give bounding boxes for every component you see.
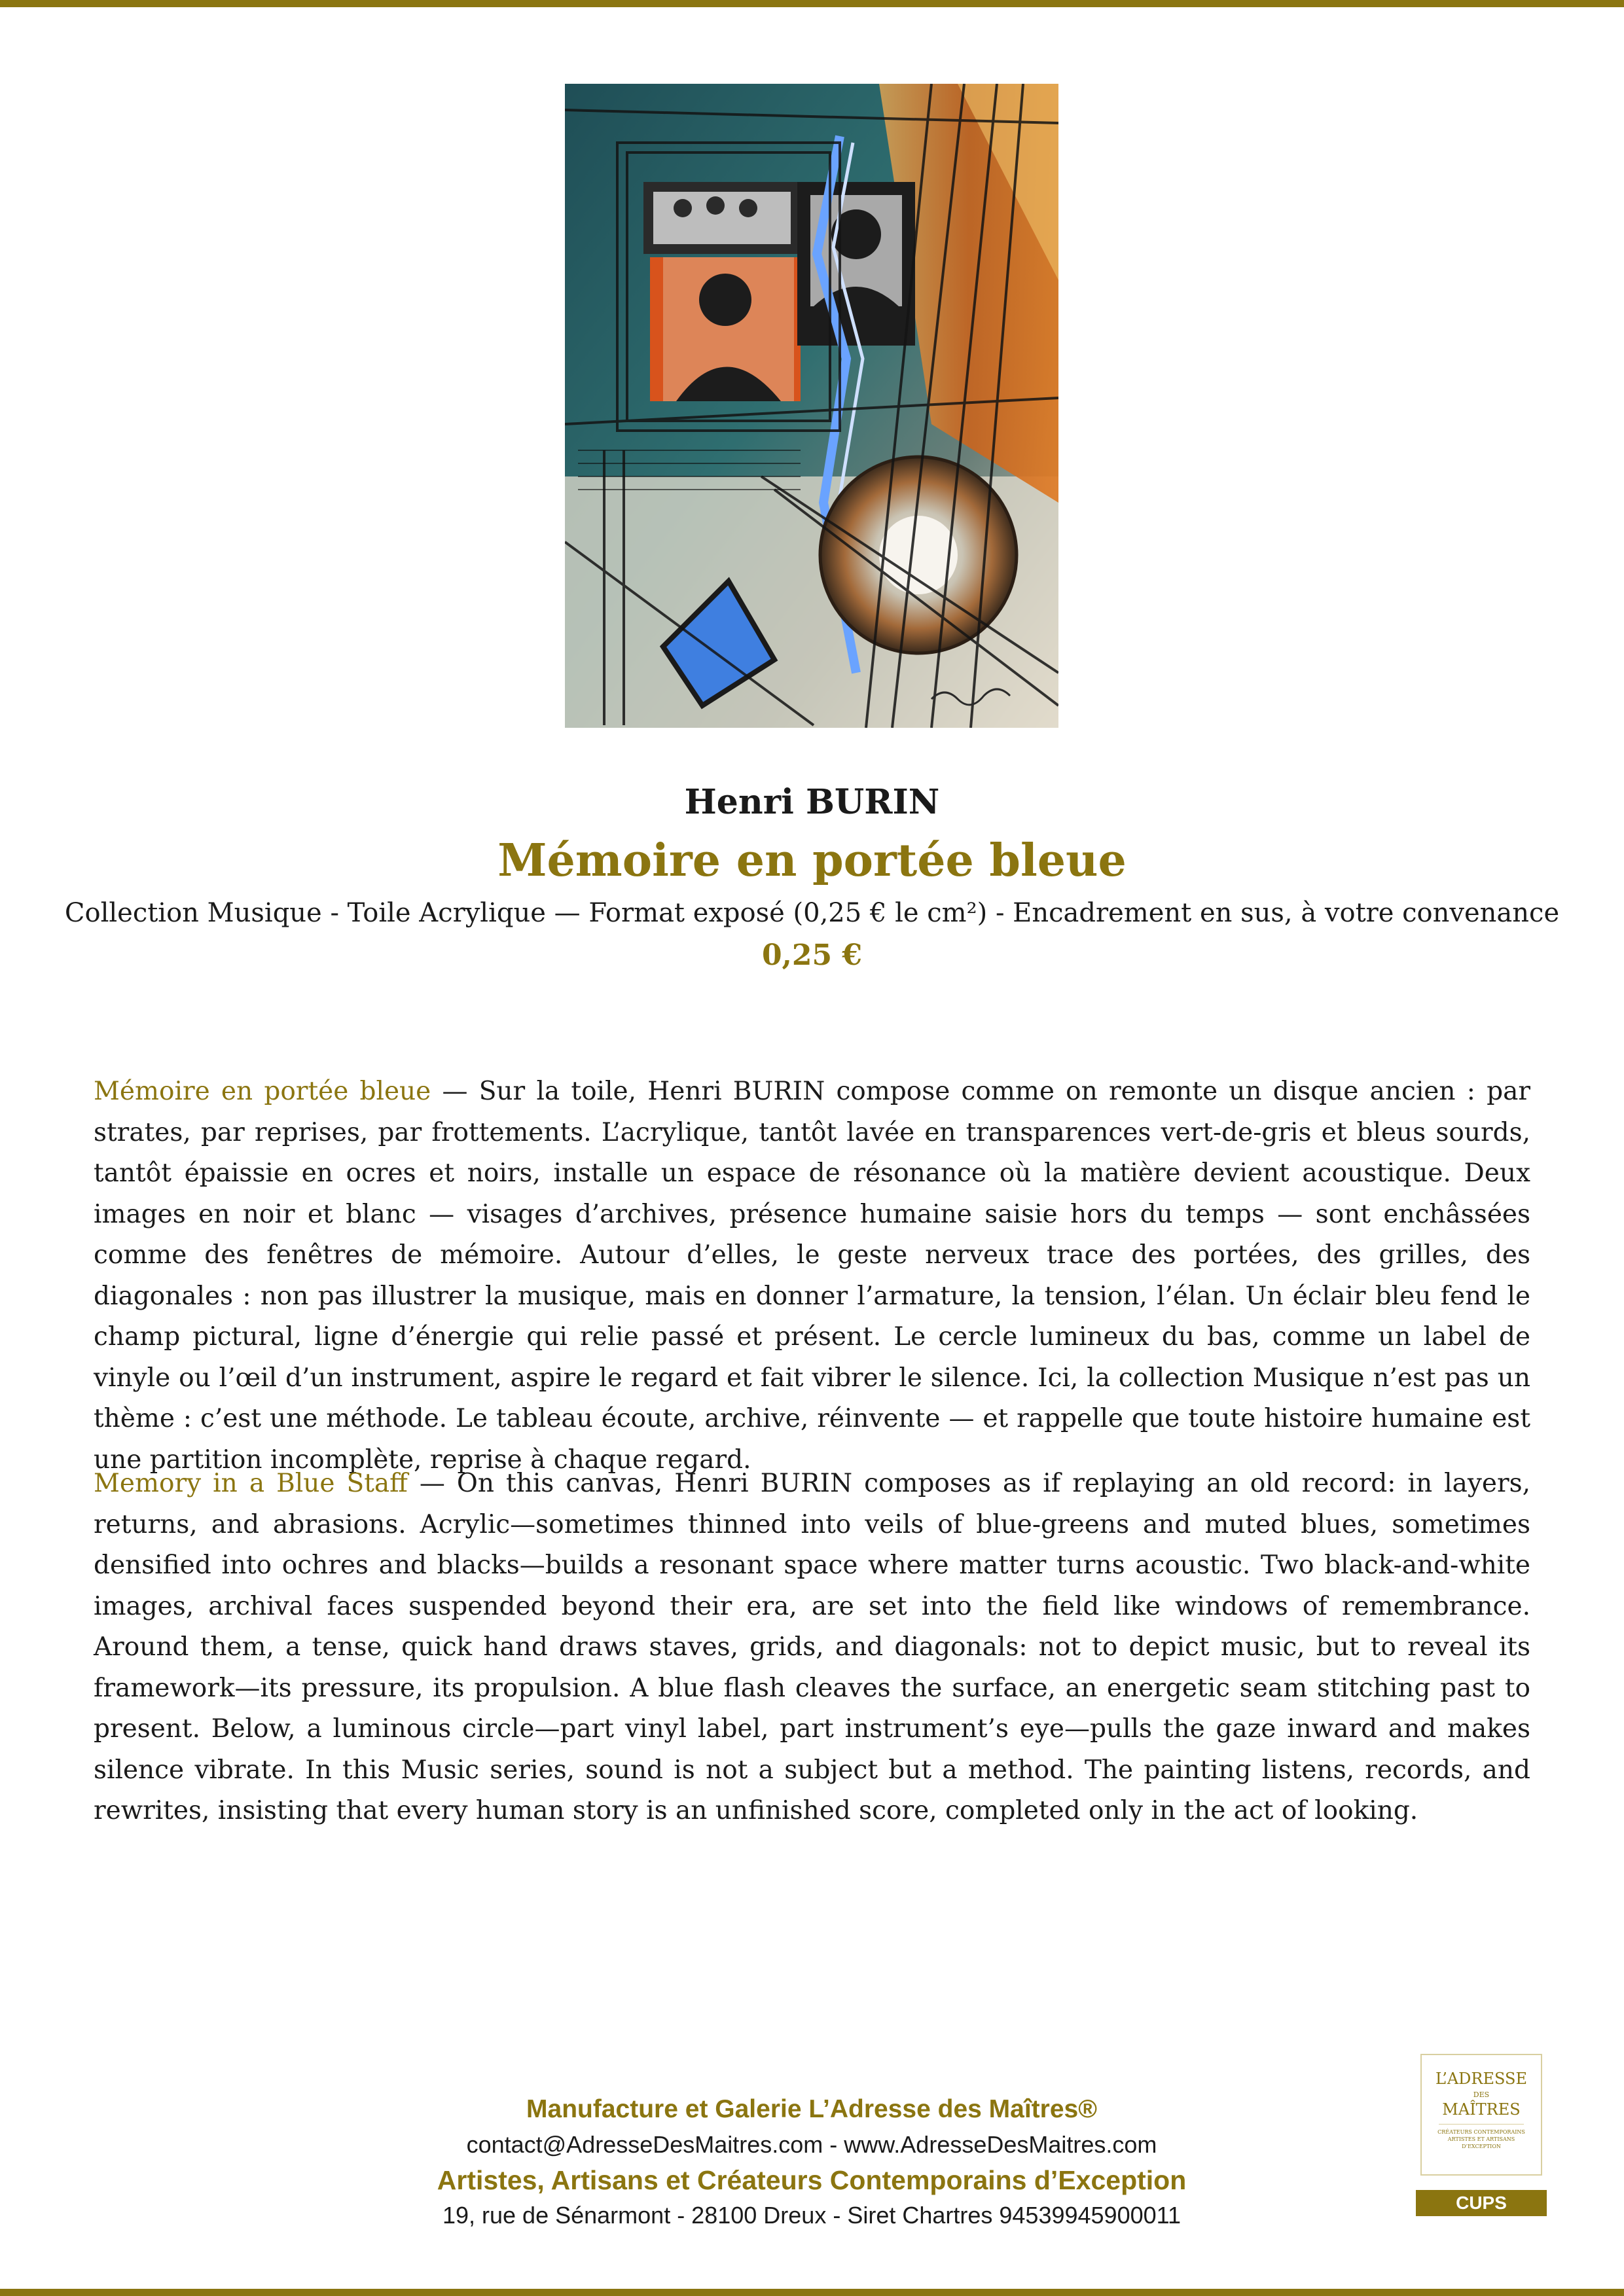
- description-french: [94, 1071, 1530, 1480]
- logo-line-3: MAÎTRES: [1442, 2100, 1521, 2119]
- logo-line-1: L’ADRESSE: [1435, 2070, 1527, 2088]
- logo-line-2: DES: [1473, 2090, 1490, 2099]
- artwork-title: Mémoire en portée bleue: [497, 834, 1127, 887]
- description-french-text: — Sur la toile, Henri BURIN compose comme on remonte un disque ancien : par strates, par reprises, par frottements. L’acrylique, tantôt lavée en transparences vert-de-gris et bleus sourds, tantôt épaissie en ocres et noirs, installe un espace de résonance où la matière devient acoustique. Deux images en noir et blanc — visages d’archives, présence humaine saisie hors du temps — sont enchâssées comme des fenêtres de mémoire. Autour d’elles, le geste nerveux trace des portées, des grilles, des diagonales : non pas illustrer la musique, mais en donner l’armature, la tension, l’élan. Un éclair bleu fend le champ pictural, ligne d’énergie qui relie passé et présent. Le cercle lumineux du bas, comme un label de vinyle ou l’œil d’un instrument, aspire le regard et fait vibrer le silence. Ici, la collection Musique n’est pas un thème : c’est une méthode. Le tableau écoute, archive, réinvente — et rappelle que toute histoire humaine est une partition incomplète, reprise à chaque regard.: [94, 1077, 1530, 1475]
- description-english-lead: Memory in a Blue Staff: [94, 1469, 408, 1498]
- artist-name: Henri BURIN: [684, 782, 940, 822]
- footer-contact: contact@AdresseDesMaitres.com - www.AdresseDesMaitres.com: [466, 2131, 1157, 2158]
- logo-divider: [1439, 2124, 1524, 2125]
- artwork-price: 0,25 €: [761, 939, 863, 972]
- cups-badge: CUPS: [1416, 2190, 1547, 2216]
- footer-company: Manufacture et Galerie L’Adresse des Maîtres®: [526, 2095, 1097, 2123]
- description-french-lead: Mémoire en portée bleue: [94, 1077, 431, 1106]
- description-english-text: — On this canvas, Henri BURIN composes as if replaying an old record: in layers, returns, and abrasions. Acrylic—sometimes thinned into veils of blue-greens and muted blues, sometimes densified into ochres and blacks—builds a resonant space where matter turns acoustic. Two black-and-white images, archival faces suspended beyond their era, are set into the field like windows of remembrance. Around them, a tense, quick hand draws staves, grids, and diagonals: not to depict music, but to reveal its framework—its pressure, its propulsion. A blue flash cleaves the surface, an energetic seam stitching past to present. Below, a luminous circle—part vinyl label, part instrument’s eye—pulls the gaze inward and makes silence vibrate. In this Music series, sound is not a subject but a method. The painting listens, records, and rewrites, insisting that every human story is an unfinished score, completed only in the act of looking.: [94, 1469, 1530, 1825]
- artwork-details: Collection Musique - Toile Acrylique — Format exposé (0,25 € le cm²) - Encadrement en sus, à votre convenance: [64, 898, 1560, 928]
- gallery-logo: [1420, 2054, 1542, 2176]
- painting-icon: [565, 84, 1058, 728]
- painting-image: [565, 84, 1058, 728]
- logo-tagline: CRÉATEURS CONTEMPORAINS ARTISTES ET ARTISANS D’EXCEPTION: [1437, 2129, 1525, 2149]
- bottom-border: [0, 2289, 1624, 2296]
- footer-address: 19, rue de Sénarmont - 28100 Dreux - Siret Chartres 94539945900011: [442, 2202, 1182, 2229]
- footer-tagline: Artistes, Artisans et Créateurs Contemporains d’Exception: [437, 2165, 1187, 2195]
- description-english: [94, 1463, 1530, 1832]
- top-border: [0, 0, 1624, 7]
- footer: [288, 2091, 1335, 2233]
